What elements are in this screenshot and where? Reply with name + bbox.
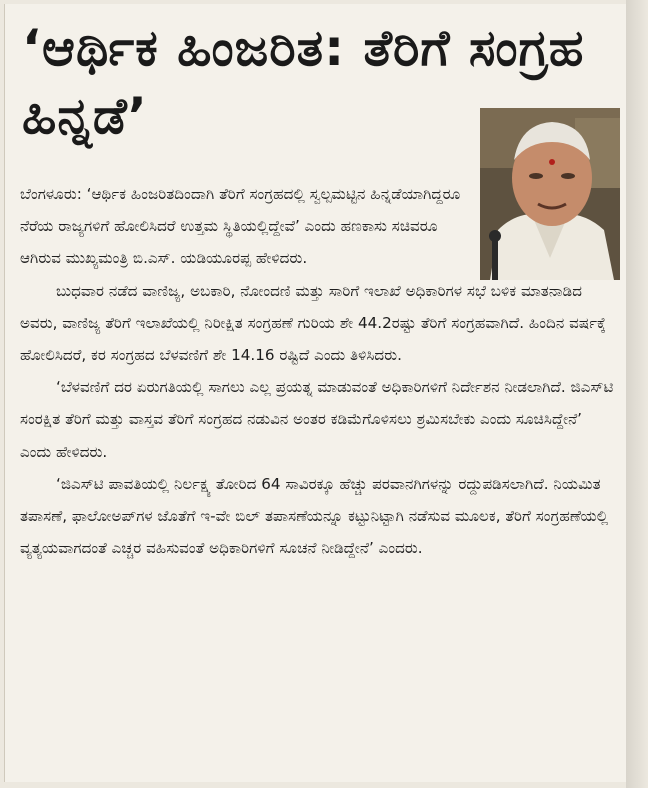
article-paragraph: ಬುಧವಾರ ನಡೆದ ವಾಣಿಜ್ಯ, ಅಬಕಾರಿ, ನೋಂದಣಿ ಮತ್ತು ಸಾರಿಗೆ ಇಲಾಖೆ ಅಧಿಕಾರಿಗಳ ಸಭೆ ಬಳಿಕ ಮಾತನಾಡಿದ ಅವರು, ವಾಣಿಜ್ಯ ತೆರಿಗೆ ಇಲಾಖೆಯಲ್ಲಿ ನಿರೀಕ್ಷಿತ ಸಂಗ್ರಹಣೆ ಗುರಿಯ ಶೇ 44.2ರಷ್ಟು ತೆರಿಗೆ ಸಂಗ್ರಹವಾಗಿದೆ. ಹಿಂದಿನ ವರ್ಷಕ್ಕೆ ಹೋಲಿಸಿದರೆ, ಕರ ಸಂಗ್ರಹದ ಬೆಳವಣಿಗೆ ಶೇ 14.16 ರಷ್ಟಿದೆ ಎಂದು ತಿಳಿಸಿದರು. — [20, 281, 606, 365]
article-body — [20, 178, 616, 564]
article-paragraph: ಬೆಂಗಳೂರು: ‘ಆರ್ಥಿಕ ಹಿಂಜರಿತದಿಂದಾಗಿ ತೆರಿಗೆ ಸಂಗ್ರಹದಲ್ಲಿ ಸ್ವಲ್ಪಮಟ್ಟಿನ ಹಿನ್ನಡೆಯಾಗಿದ್ದರೂ ನೆರೆಯ ರಾಜ್ಯಗಳಿಗೆ ಹೋಲಿಸಿದರೆ ಉತ್ತಮ ಸ್ಥಿತಿಯಲ್ಲಿದ್ದೇವೆ’ ಎಂದು ಹಣಕಾಸು ಸಚಿವರೂ ಆಗಿರುವ ಮುಖ್ಯಮಂತ್ರಿ ಬಿ.ಎಸ್‌. ಯಡಿಯೂರಪ್ಪ ಹೇಳಿದರು. — [20, 185, 461, 268]
article-paragraph: ‘ಬೆಳವಣಿಗೆ ದರ ಏರುಗತಿಯಲ್ಲಿ ಸಾಗಲು ಎಲ್ಲ ಪ್ರಯತ್ನ ಮಾಡುವಂತೆ ಅಧಿಕಾರಿಗಳಿಗೆ ನಿರ್ದೇಶನ ನೀಡಲಾಗಿದೆ. ಜಿಎಸ್‌ಟಿ ಸಂರಕ್ಷಿತ ತೆರಿಗೆ ಮತ್ತು ವಾಸ್ತವ ತೆರಿಗೆ ಸಂಗ್ರಹದ ನಡುವಿನ ಅಂತರ ಕಡಿಮೆಗೊಳಿಸಲು ಶ್ರಮಿಸಬೇಕು ಎಂದು ಸೂಚಿಸಿದ್ದೇನೆ’ ಎಂದು ಹೇಳಿದರು. — [20, 378, 614, 461]
page-edge — [626, 0, 648, 788]
article-paragraph: ‘ಜಿಎಸ್‌ಟಿ ಪಾವತಿಯಲ್ಲಿ ನಿರ್ಲಕ್ಷ್ಯ ತೋರಿದ 64 ಸಾವಿರಕ್ಕೂ ಹೆಚ್ಚು ಪರವಾನಗಿಗಳನ್ನು ರದ್ದುಪಡಿಸಲಾಗಿದೆ. ನಿಯಮಿತ ತಪಾಸಣೆ, ಫಾಲೋಅಪ್‌ಗಳ ಜೊತೆಗೆ ಇ-ವೇ ಬಿಲ್ ತಪಾಸಣೆಯನ್ನೂ ಕಟ್ಟುನಿಟ್ಟಾಗಿ ನಡೆಸುವ ಮೂಲಕ, ತೆರಿಗೆ ಸಂಗ್ರಹಣೆಯಲ್ಲಿ ವ್ಯತ್ಯಯವಾಗದಂತೆ ಎಚ್ಚರ ವಹಿಸುವಂತೆ ಅಧಿಕಾರಿಗಳಿಗೆ ಸೂಚನೆ ನೀಡಿದ್ದೇನೆ’ ಎಂದರು. — [20, 474, 609, 558]
article-headline: ‘ಆರ್ಥಿಕ ಹಿಂಜರಿತ: ತೆರಿಗೆ ಸಂಗ್ರಹ ಹಿನ್ನಡೆ’ — [22, 19, 585, 145]
